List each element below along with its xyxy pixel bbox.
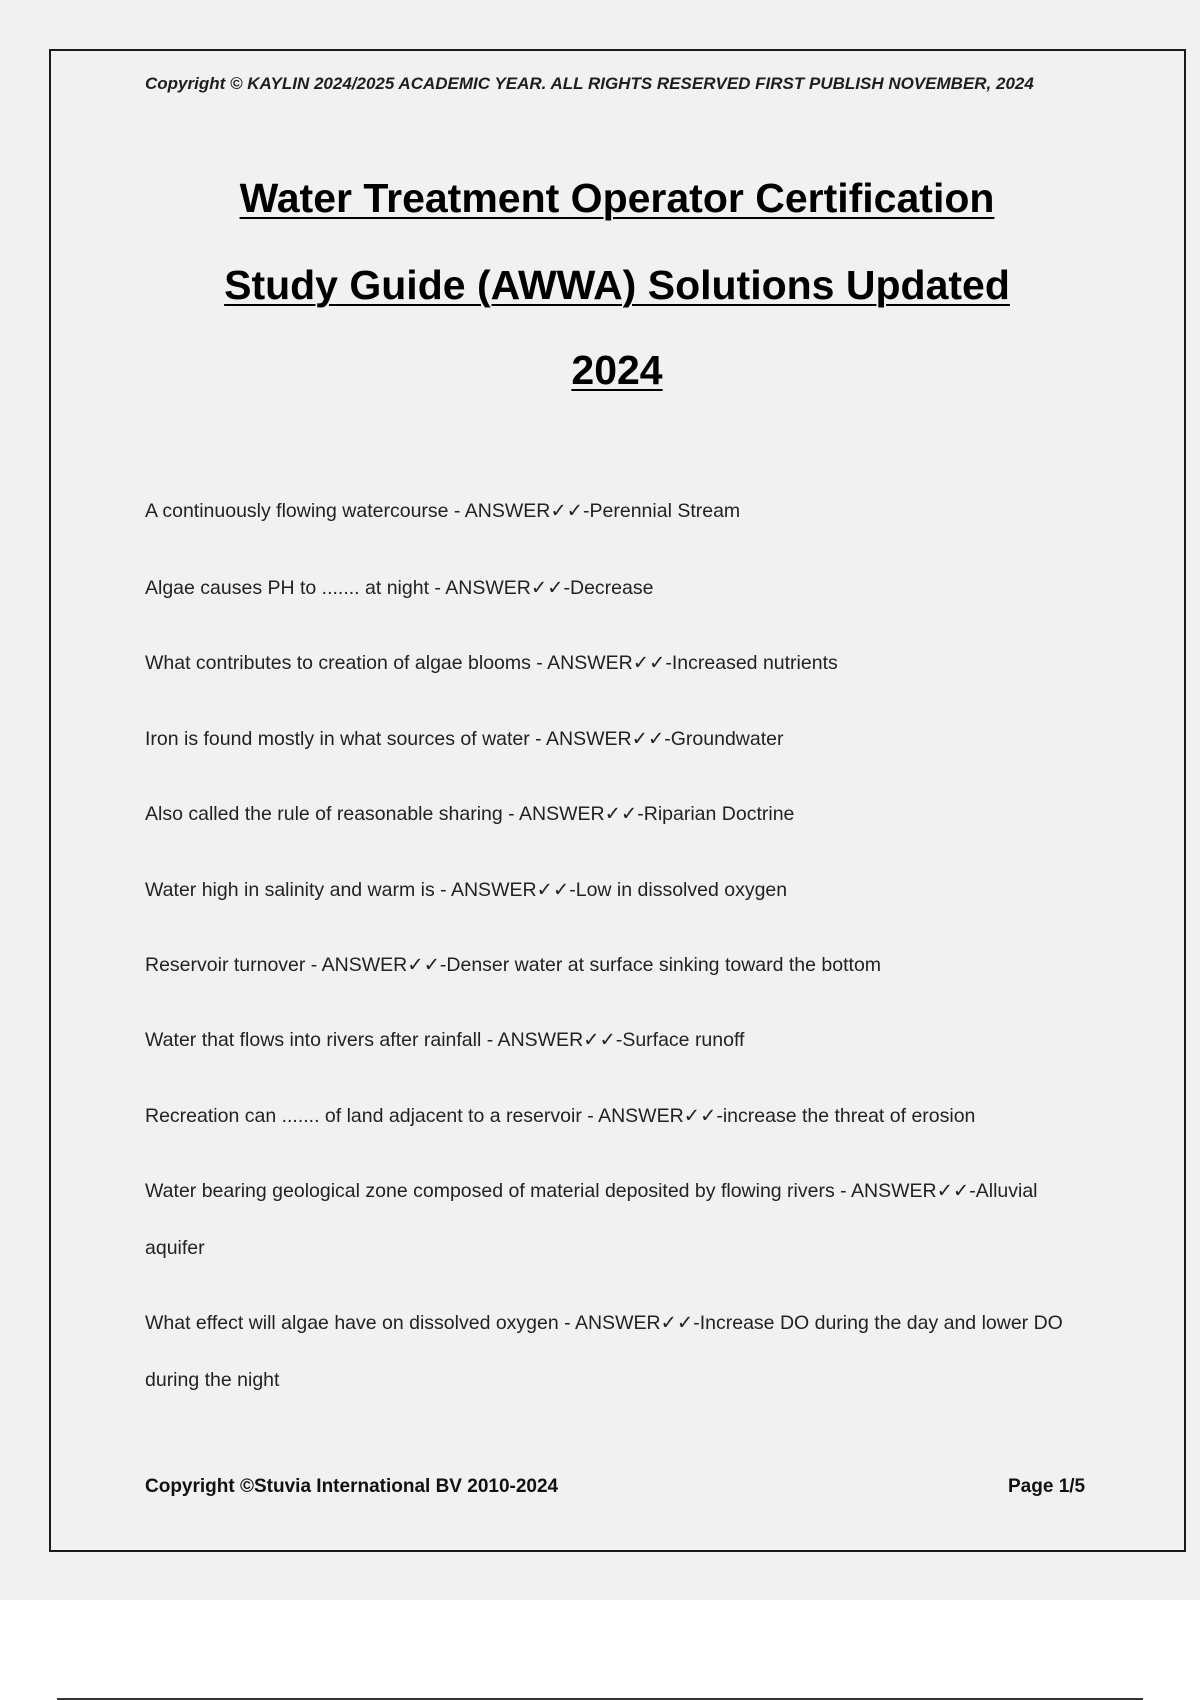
qa-line: Algae causes PH to ....... at night - ANSWER✓✓-Decrease [145, 577, 654, 599]
qa-line: What effect will algae have on dissolved oxygen - ANSWER✓✓-Increase DO during the day and lower DO [145, 1312, 1063, 1334]
qa-line: Also called the rule of reasonable sharing - ANSWER✓✓-Riparian Doctrine [145, 803, 795, 825]
qa-line: Water that flows into rivers after rainfall - ANSWER✓✓-Surface runoff [145, 1029, 745, 1051]
document-title-line-1: Water Treatment Operator Certification [239, 175, 995, 221]
qa-line: Water bearing geological zone composed of material deposited by flowing rivers - ANSWER✓✓-Alluvial [145, 1180, 1038, 1202]
qa-line-continuation: during the night [145, 1369, 280, 1391]
page-number: Page 1/5 [1008, 1476, 1086, 1497]
qa-line: A continuously flowing watercourse - ANSWER✓✓-Perennial Stream [145, 500, 741, 522]
document-title-line-3: 2024 [571, 347, 663, 393]
footer-copyright: Copyright ©Stuvia International BV 2010-2024 [145, 1476, 559, 1497]
header-copyright: Copyright © KAYLIN 2024/2025 ACADEMIC YEAR. ALL RIGHTS RESERVED FIRST PUBLISH NOVEMBER, 2024 [145, 74, 1034, 93]
qa-line: Water high in salinity and warm is - ANSWER✓✓-Low in dissolved oxygen [145, 879, 788, 901]
qa-line: Recreation can ....... of land adjacent to a reservoir - ANSWER✓✓-increase the threat of erosion [145, 1105, 976, 1127]
qa-line-continuation: aquifer [145, 1237, 205, 1259]
qa-line: Iron is found mostly in what sources of water - ANSWER✓✓-Groundwater [145, 728, 784, 750]
qa-line: What contributes to creation of algae blooms - ANSWER✓✓-Increased nutrients [145, 652, 838, 674]
qa-line: Reservoir turnover - ANSWER✓✓-Denser water at surface sinking toward the bottom [145, 954, 882, 976]
document-title-line-2: Study Guide (AWWA) Solutions Updated [224, 262, 1010, 308]
